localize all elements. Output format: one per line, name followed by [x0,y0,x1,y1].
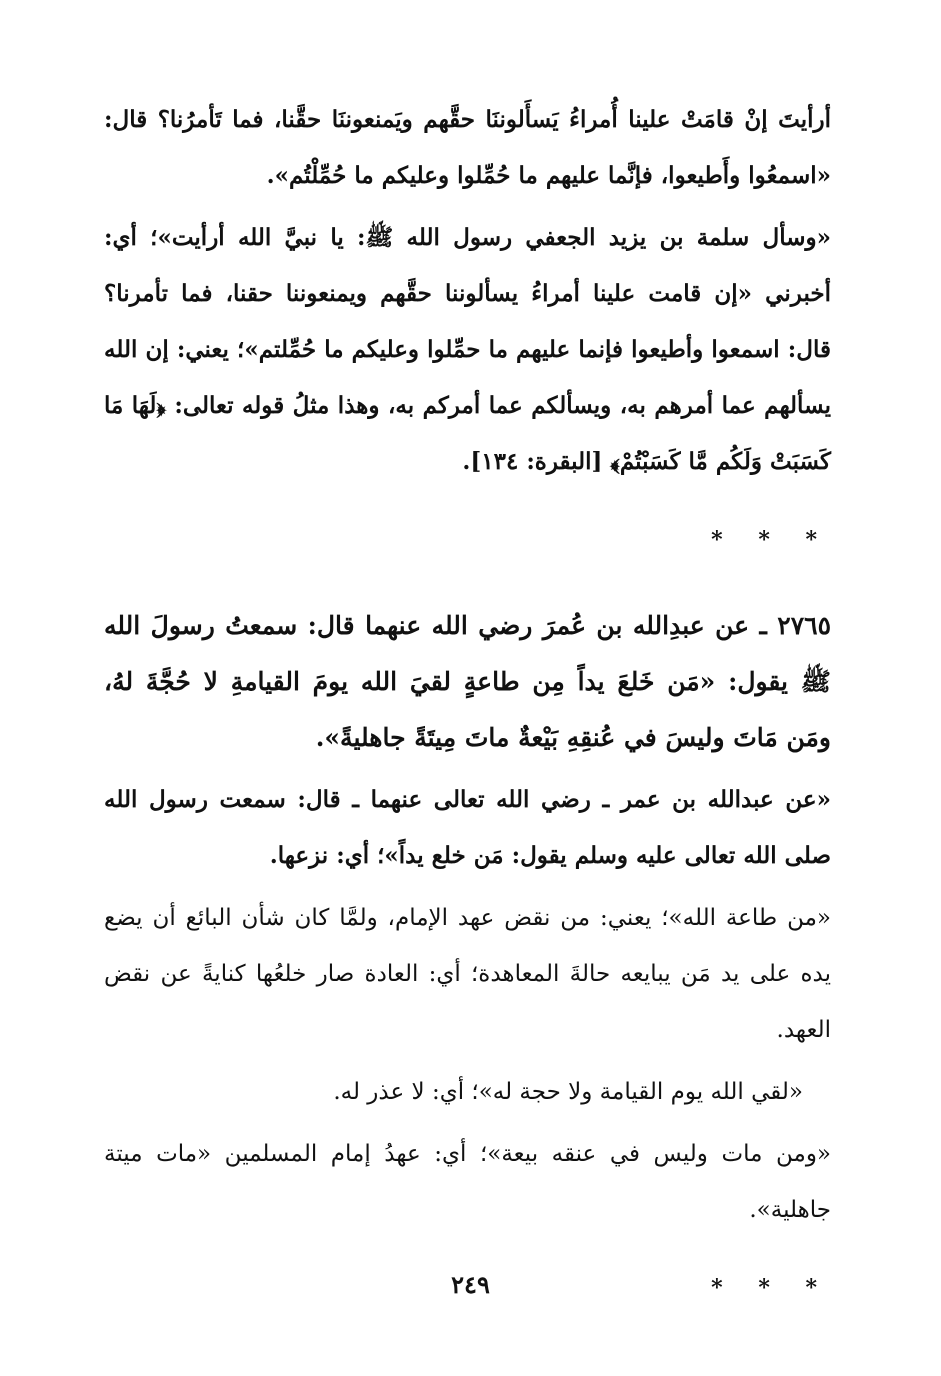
paragraph-a-0: أرأيتَ إنْ قامَتْ علينا أُمراءُ يَسأَلوننَا حقَّهم ويَمنعوننَا حقَّنا، فما تَأمرُنا؟ قال: «اسمعُوا وأَطيعوا، فإنَّما عليهم ما حُمِّلوا وعليكم ما حُمِّلْتُم». [104,106,831,189]
paragraph-b-3: «لقي الله يوم القيامة ولا حجة له»؛ أي: لا عذر له. [333,1079,803,1105]
hadith-paragraph: ٢٧٦٥ ـ عن عبدِالله بن عُمرَ رضي الله عنهما قال: سمعتُ رسولَ الله ﷺ يقول: «مَن خَلعَ يداً مِن طاعةٍ لقيَ الله يومَ القيامةِ لا حُجَّةَ لهُ، ومَن مَاتَ وليسَ في عُنقِهِ بَيْعةٌ ماتَ مِيتَةً جاهليةً». [104,611,832,752]
section-separator-end: * * * [711,1275,831,1301]
paragraph-b-4: «ومن مات وليس في عنقه بيعة»؛ أي: عهدُ إمام المسلمين «مات ميتة جاهلية». [104,1141,831,1223]
paragraph-b-2: «من طاعة الله»؛ يعني: من نقض عهد الإمام، ولمَّا كان شأن البائع أن يضع يده على يد مَن يبايعه حالةَ المعاهدة؛ أي: العادة صار خلعُها كنايةً عن نقض العهد. [104,905,831,1043]
page-number: ٢٤٩ [451,1270,490,1299]
section-separator: * * * [711,527,831,553]
page-text-body [104,92,831,1346]
paragraph-a-1: «وسأل سلمة بن يزيد الجعفي رسول الله ﷺ: يا نبيَّ الله أرأيت»؛ أي: أخبرني «إن قامت علينا أمراءُ يسألوننا حقَّهم ويمنعوننا حقنا، فما تأمرنا؟ قال: اسمعوا وأطيعوا فإنما عليهم ما حمِّلوا وعليكم ما حُمِّلتم»؛ يعني: إن الله يسألهم عما أمرهم به، ويسألكم عما أمركم به، وهذا مثلُ قوله تعالى: ﴿لَهَا مَا كَسَبَتْ وَلَكُم مَّا كَسَبْتُمْ﴾ [البقرة: ١٣٤]. [104,224,831,475]
paragraph-b-1: «عن عبدالله بن عمر ـ رضي الله تعالى عنهما ـ قال: سمعت رسول الله صلى الله تعالى عليه وسلم يقول: مَن خلع يداً»؛ أي: نزعها. [104,786,831,869]
